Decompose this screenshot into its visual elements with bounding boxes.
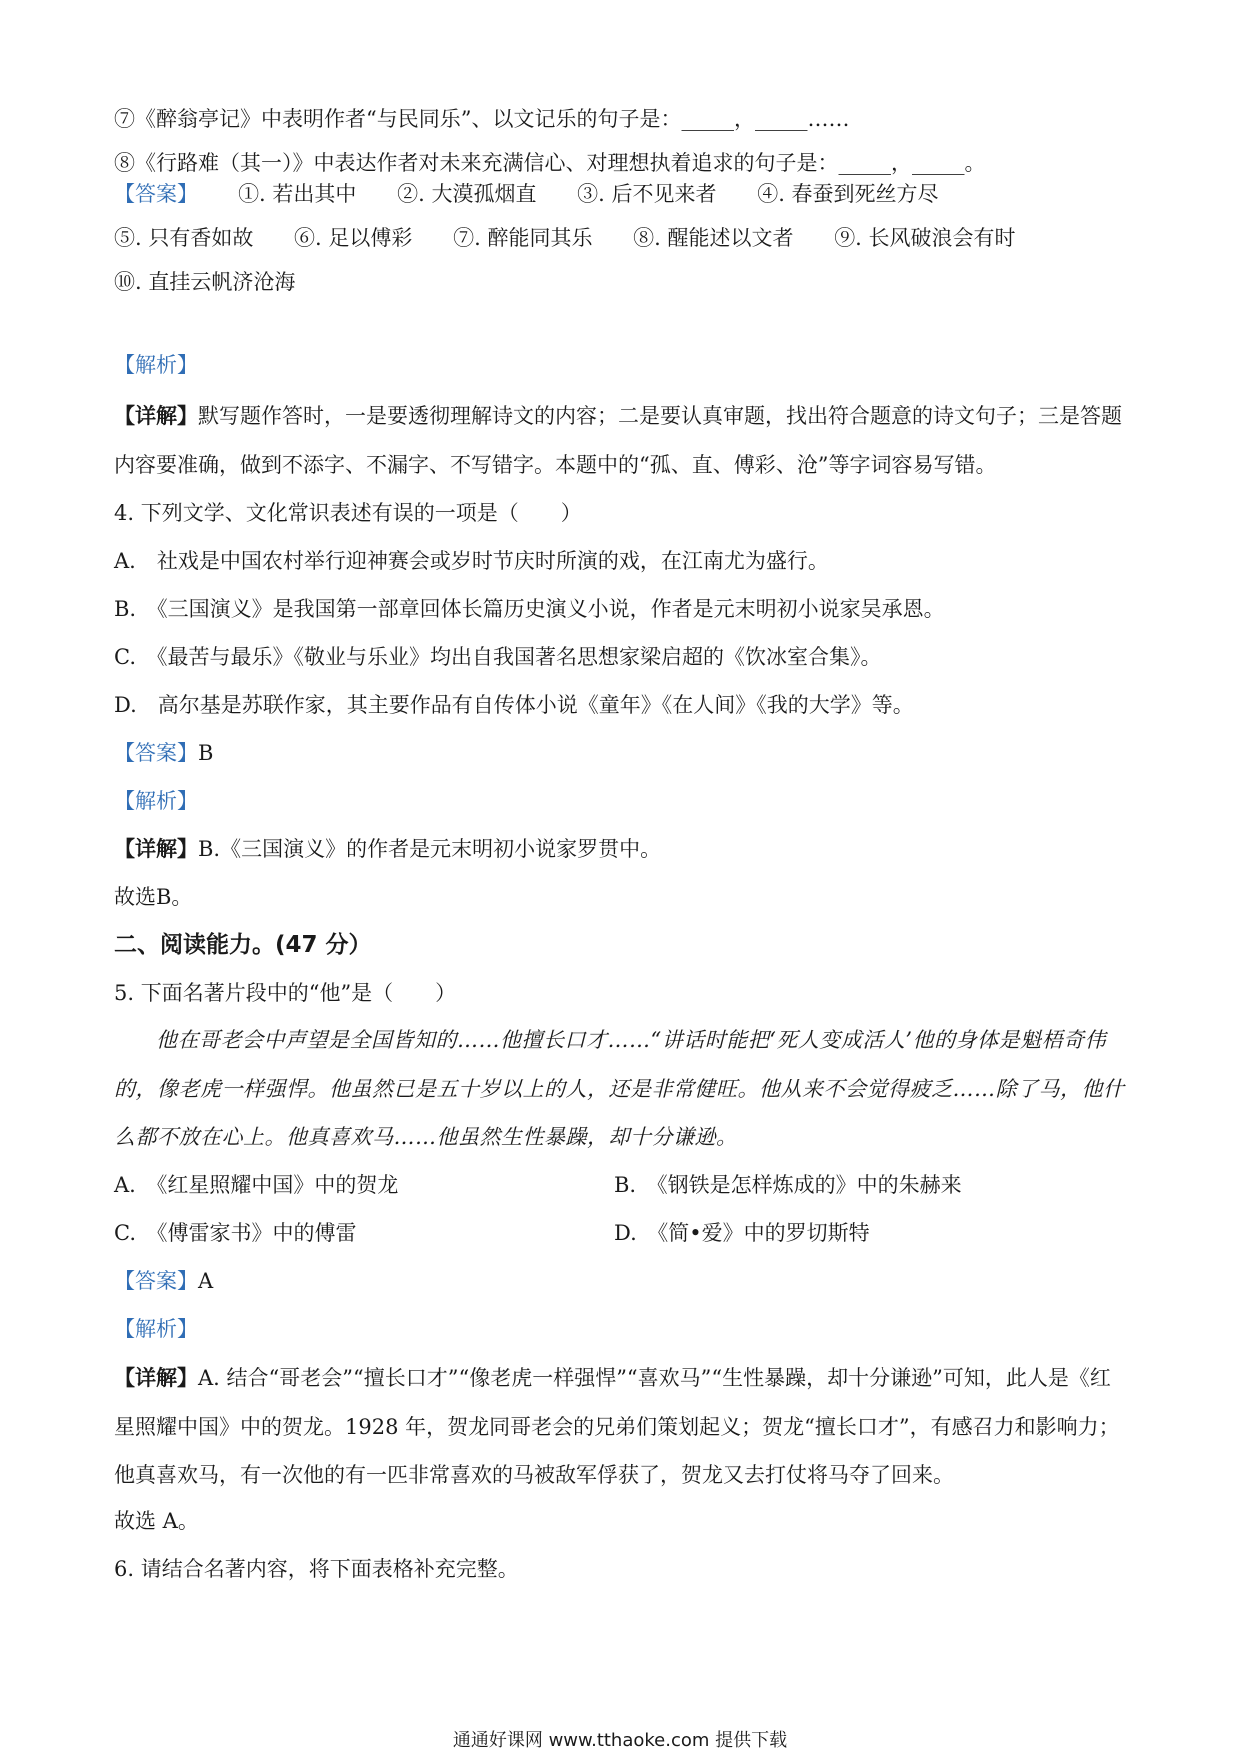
passage-text: 他在哥老会中声望是全国皆知的……他擅长口才……“讲话时能把‘死人变成活人’他的身体是魁梧奇伟的，像老虎一样强悍。他虽然已是五十岁以上的人，还是非常健旺。他从来不会觉得疲乏……除了马，他什么都不放在心上。他真喜欢马……他虽然生性暴躁，却十分谦逊。: [114, 1028, 1125, 1149]
analysis-tag: 【解析】: [114, 353, 198, 377]
detail-text: A. 结合“哥老会”“擅长口才”“像老虎一样强悍”“喜欢马”“生性暴躁，却十分谦逊”可知，此人是《红星照耀中国》中的贺龙。1928 年，贺龙同哥老会的兄弟们策划起义；贺龙“擅长口才”，有感召力和影响力；他真喜欢马，有一次他的有一匹非常喜欢的马被敌军俘获了，贺龙又去打仗将马夺了回来。: [114, 1366, 1120, 1487]
analysis-tag: 【解析】: [114, 1317, 198, 1341]
answer-tag: 【答案】: [114, 182, 198, 206]
q4-stem: 4. 下列文学、文化常识表述有误的一项是（ ）: [114, 501, 582, 525]
answer-item: ①. 若出其中: [238, 182, 357, 206]
q4-option-b: B. 《三国演义》是我国第一部章回体长篇历史演义小说，作者是元末明初小说家吴承恩。: [114, 597, 945, 621]
q4-option-a: A. 社戏是中国农村举行迎神赛会或岁时节庆时所演的戏，在江南尤为盛行。: [114, 549, 829, 573]
detail-tag: 【详解】: [114, 403, 198, 428]
q4-option-d: D. 高尔基是苏联作家，其主要作品有自传体小说《童年》《在人间》《我的大学》等。: [114, 693, 914, 717]
answer-item: ③. 后不见来者: [577, 182, 717, 206]
q5-option-a: A. 《红星照耀中国》中的贺龙: [114, 1173, 399, 1197]
detail-tag: 【详解】: [114, 1365, 198, 1390]
q3-answer-block: [114, 172, 1130, 304]
q5-option-d: D. 《简•爱》中的罗切斯特: [614, 1221, 870, 1245]
q3-detail: [114, 392, 1130, 489]
q5-detail: [114, 1354, 1130, 1500]
answer-value: B: [198, 741, 214, 765]
q6-stem: 6. 请结合名著内容，将下面表格补充完整。: [114, 1557, 519, 1581]
q3-line8: ⑧《行路难（其一）》中表达作者对未来充满信心、对理想执着追求的句子是：_____，_____。: [114, 151, 986, 175]
footer-text: 通通好课网 www.tthaoke.com 提供下载: [452, 1730, 788, 1751]
answer-item: ⑥. 足以傅彩: [294, 226, 413, 250]
q4-answer: [114, 738, 1130, 768]
answer-item: ⑩. 直挂云帆济沧海: [114, 270, 296, 294]
q5-conclusion: 故选 A。: [114, 1509, 199, 1533]
q5-analysis: [114, 1314, 1130, 1344]
q4-option-c: C. 《最苦与最乐》《敬业与乐业》均出自我国著名思想家梁启超的《饮冰室合集》。: [114, 645, 882, 669]
q5-option-b: B. 《钢铁是怎样炼成的》中的朱赫来: [614, 1173, 962, 1197]
answer-tag: 【答案】: [114, 1269, 198, 1293]
answer-item: ⑨. 长风破浪会有时: [834, 226, 1016, 250]
q5-option-c: C. 《傅雷家书》中的傅雷: [114, 1221, 357, 1245]
answer-tag: 【答案】: [114, 741, 198, 765]
answer-item: ②. 大漠孤烟直: [397, 182, 537, 206]
section-title: 二、阅读能力。(47 分）: [114, 932, 372, 958]
answer-item: ⑧. 醒能述以文者: [633, 226, 794, 250]
detail-text: 默写题作答时，一是要透彻理解诗文的内容；二是要认真审题，找出符合题意的诗文句子；三是答题内容要准确，做到不添字、不漏字、不写错字。本题中的“孤、直、傅彩、沧”等字词容易写错。: [114, 404, 1122, 477]
answer-item: ⑦. 醉能同其乐: [453, 226, 593, 250]
q3-analysis: [114, 350, 1130, 380]
detail-tag: 【详解】: [114, 836, 198, 861]
analysis-tag: 【解析】: [114, 789, 198, 813]
answer-item: ⑤. 只有香如故: [114, 226, 254, 250]
answer-item: ④. 春蚕到死丝方尽: [757, 182, 939, 206]
q3-line7: ⑦《醉翁亭记》中表明作者“与民同乐”、以文记乐的句子是：_____，_____……: [114, 107, 850, 131]
q5-passage: [114, 1016, 1130, 1162]
answer-value: A: [198, 1269, 214, 1293]
detail-text: B.《三国演义》的作者是元末明初小说家罗贯中。: [198, 837, 662, 861]
q4-detail: [114, 834, 1130, 864]
q4-analysis: [114, 786, 1130, 816]
q4-conclusion: 故选B。: [114, 885, 193, 909]
q5-stem: 5. 下面名著片段中的“他”是（ ）: [114, 981, 457, 1005]
q5-answer: [114, 1266, 1130, 1296]
